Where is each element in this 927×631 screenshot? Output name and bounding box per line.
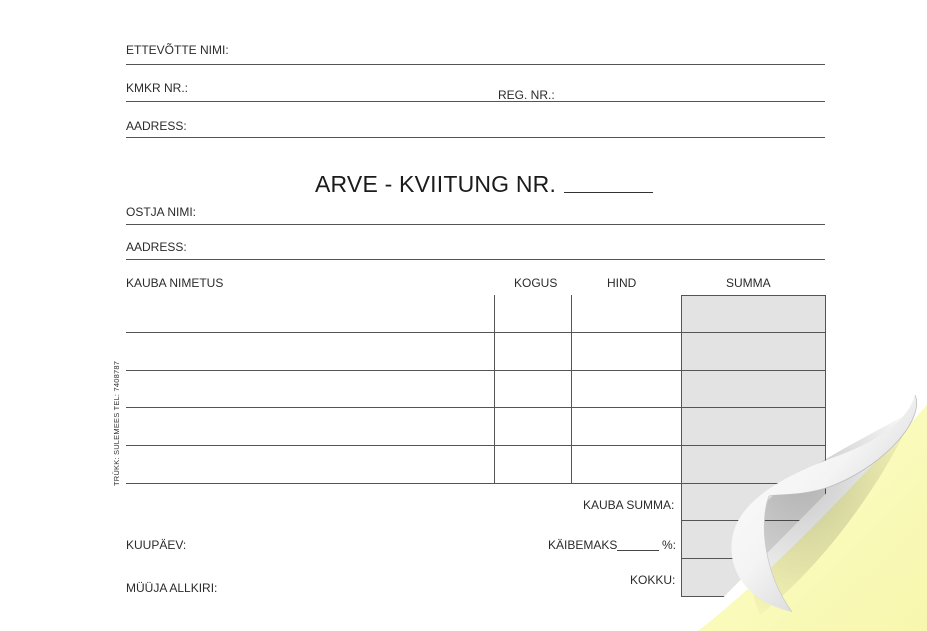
kmkr-label: KMKR NR.: <box>126 81 189 95</box>
vat-label: KÄIBEMAKS <box>548 538 618 552</box>
printer-note: TRÜKK: SULEMEES TEL: 7408787 <box>112 360 121 486</box>
vat-suffix: %: <box>662 538 677 552</box>
column-header-item-name: KAUBA NIMETUS <box>126 276 224 290</box>
document-title: ARVE - KVIITUNG NR. <box>315 171 557 197</box>
total-label: KOKKU: <box>630 573 676 587</box>
buyer-address-label: AADRESS: <box>126 240 187 254</box>
company-name-label: ETTEVÕTTE NIMI: <box>126 43 229 57</box>
date-label: KUUPÄEV: <box>126 538 187 552</box>
reg-label: REG. NR.: <box>498 88 555 102</box>
column-header-sum: SUMMA <box>726 276 771 290</box>
buyer-name-label: OSTJA NIMI: <box>126 205 197 219</box>
signature-label: MÜÜJA ALLKIRI: <box>126 581 218 595</box>
goods-sum-label: KAUBA SUMMA: <box>583 498 675 512</box>
column-header-price: HIND <box>607 276 637 290</box>
seller-address-label: AADRESS: <box>126 119 187 133</box>
column-header-quantity: KOGUS <box>514 276 558 290</box>
